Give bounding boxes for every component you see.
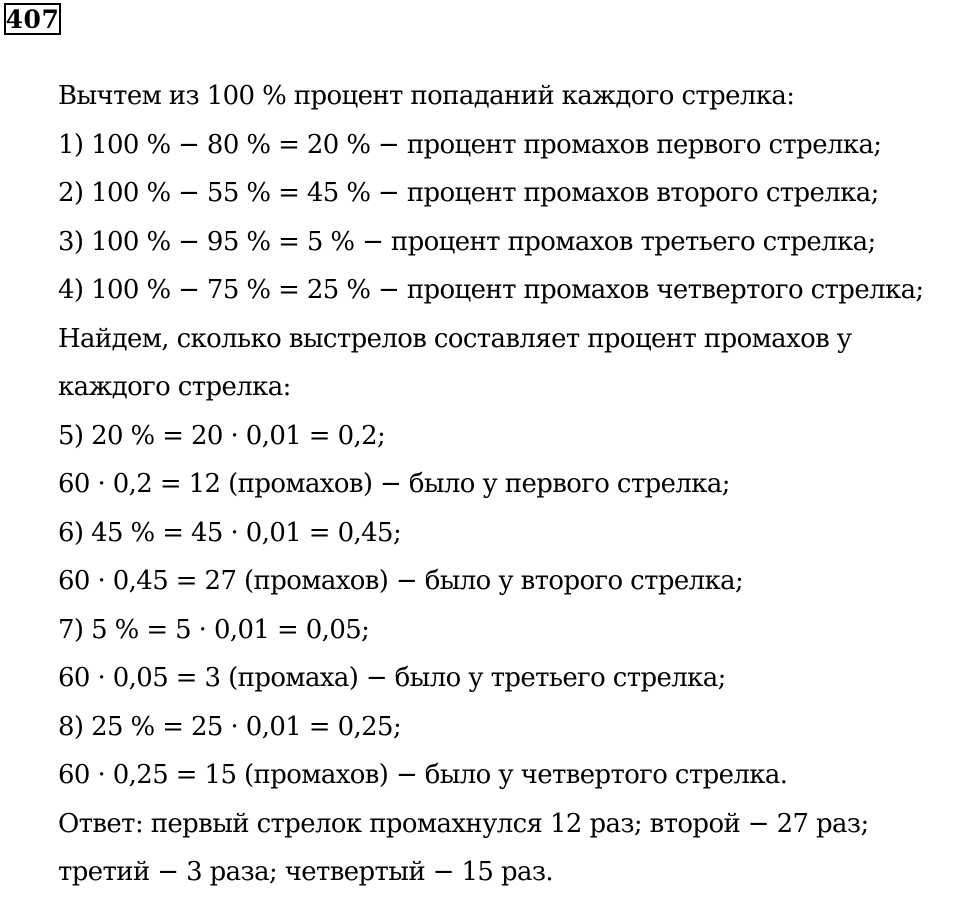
solution-line-transition: Найдем, сколько выстрелов составляет процент промахов у [58,323,852,354]
solution-line-step-4: 4) 100 % − 75 % = 25 % − процент промахов четвертого стрелка; [58,275,924,305]
solution-line-transition-cont: каждого стрелка: [58,372,291,402]
solution-line-answer-cont: третий − 3 раза; четвертый − 15 раз. [58,857,554,887]
solution-text [58,72,958,897]
solution-line-step-1: 1) 100 % − 80 % = 20 % − процент промахов первого стрелка; [58,129,882,160]
solution-line-step-3: 3) 100 % − 95 % = 5 % − процент промахов третьего стрелка; [58,226,876,257]
solution-line-intro: Вычтем из 100 % процент попаданий каждого стрелка: [58,81,795,111]
solution-line-step-5-result: 60 · 0,2 = 12 (промахов) − было у первого стрелка; [58,469,730,499]
solution-line-step-7: 7) 5 % = 5 · 0,01 = 0,05; [58,614,370,645]
solution-line-step-5: 5) 20 % = 20 · 0,01 = 0,2; [58,420,386,451]
solution-line-step-6-result: 60 · 0,45 = 27 (промахов) − было у второго стрелка; [58,566,744,596]
solution-line-step-6: 6) 45 % = 45 · 0,01 = 0,45; [58,517,402,548]
problem-number-badge: 407 [5,4,60,34]
solution-line-step-7-result: 60 · 0,05 = 3 (промаха) − было у третьего стрелка; [58,663,726,693]
solution-line-step-8-result: 60 · 0,25 = 15 (промахов) − было у четвертого стрелка. [58,760,788,790]
solution-line-step-2: 2) 100 % − 55 % = 45 % − процент промахов второго стрелка; [58,178,879,208]
solution-line-answer: Ответ: первый стрелок промахнулся 12 раз; второй − 27 раз; [58,808,869,839]
solution-line-step-8: 8) 25 % = 25 · 0,01 = 0,25; [58,711,402,742]
